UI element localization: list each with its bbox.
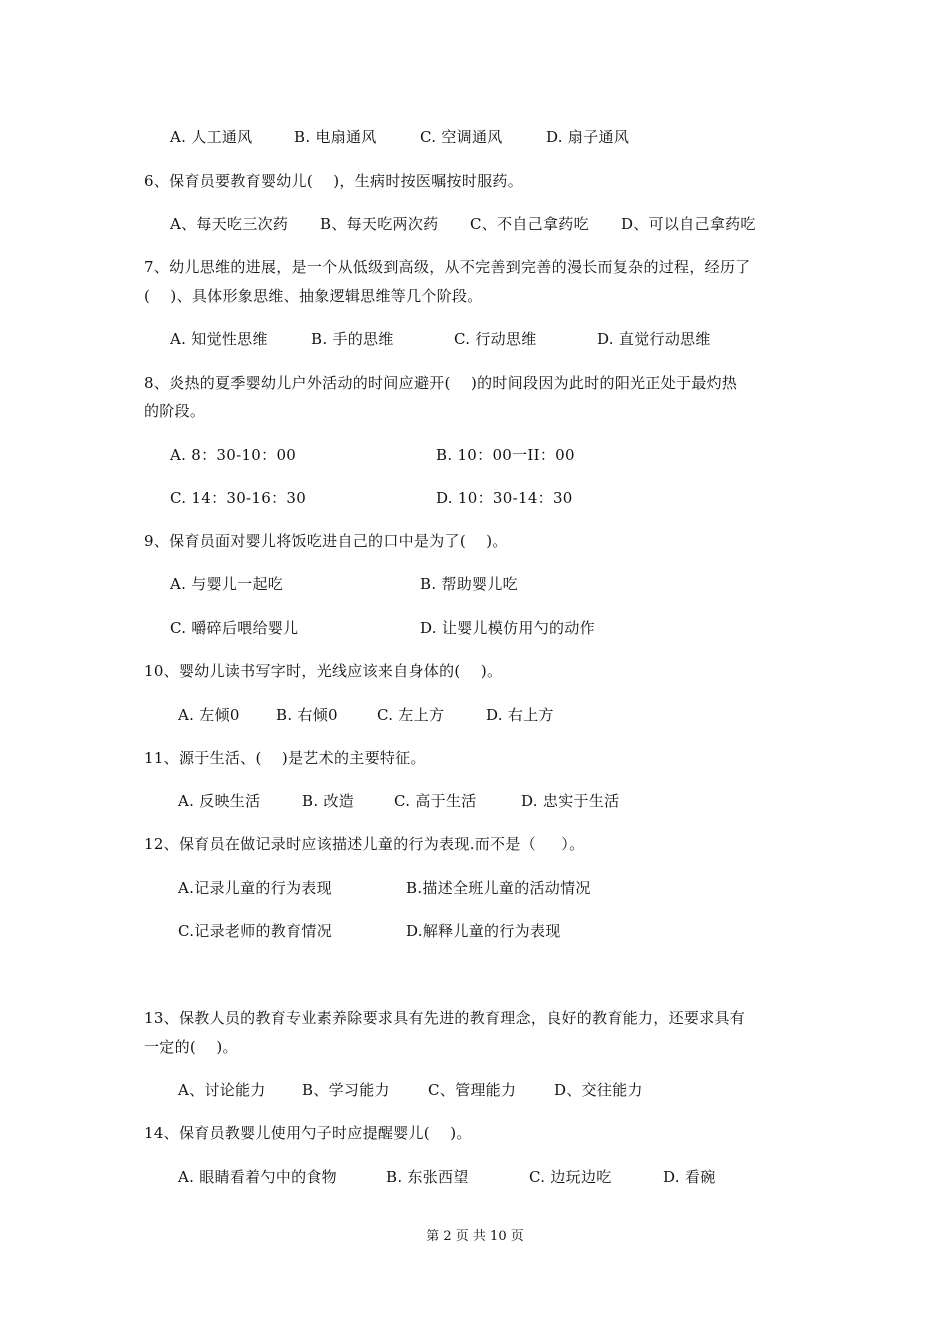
q13-option-c: C、管理能力	[428, 1081, 517, 1099]
q14-stem: 14、保育员教婴儿使用勺子时应提醒婴儿( )。	[144, 1124, 472, 1142]
q8-options-row1	[170, 445, 810, 465]
q6-option-d: D、可以自己拿药吃	[621, 215, 756, 233]
q9-options-row2	[170, 618, 810, 638]
q11-option-c: C. 高于生活	[394, 792, 477, 810]
q14-options	[178, 1167, 818, 1187]
q12-option-a: A.记录儿童的行为表现	[178, 879, 332, 897]
q9-options-row1	[170, 574, 810, 594]
q9-option-a: A. 与婴儿一起吃	[170, 575, 284, 593]
q11-option-b: B. 改造	[302, 792, 355, 810]
q14-option-b: B. 东张西望	[386, 1168, 469, 1186]
q8-option-d: D. 10：30-14：30	[436, 489, 573, 507]
page-number-footer: 第 2 页 共 10 页	[426, 1229, 524, 1244]
q8-stem-line2: 的阶段。	[144, 402, 206, 420]
q13-option-b: B、学习能力	[302, 1081, 390, 1099]
q7-options	[170, 329, 810, 349]
q7-stem-line1: 7、幼儿思维的进展，是一个从低级到高级，从不完善到完善的漫长而复杂的过程，经历了	[144, 258, 751, 276]
q5-options	[170, 127, 810, 147]
q6-stem: 6、保育员要教育婴幼儿( )，生病时按医嘱按时服药。	[144, 172, 524, 190]
q10-option-d: D. 右上方	[486, 706, 554, 724]
q8-option-c: C. 14：30-16：30	[170, 489, 307, 507]
q12-option-b: B.描述全班儿童的活动情况	[406, 879, 591, 897]
q6-option-b: B、每天吃两次药	[320, 215, 439, 233]
q10-options	[178, 705, 818, 725]
q10-option-c: C. 左上方	[377, 706, 445, 724]
q8-option-b: B. 10：00一II：00	[436, 446, 575, 464]
q6-option-c: C、不自己拿药吃	[470, 215, 589, 233]
q12-option-d: D.解释儿童的行为表现	[406, 922, 561, 940]
q7-option-b: B. 手的思维	[311, 330, 394, 348]
q12-stem: 12、保育员在做记录时应该描述儿童的行为表现.而不是（ ）。	[144, 835, 585, 853]
q7-option-a: A. 知觉性思维	[170, 330, 268, 348]
q13-option-d: D、交往能力	[554, 1081, 643, 1099]
q11-options	[178, 791, 818, 811]
q13-stem-line2: 一定的( )。	[144, 1038, 238, 1056]
q9-option-b: B. 帮助婴儿吃	[420, 575, 518, 593]
q12-options-row1	[178, 878, 818, 898]
q9-option-c: C. 嚼碎后喂给婴儿	[170, 619, 299, 637]
q6-options	[170, 214, 810, 234]
q12-options-row2	[178, 921, 818, 941]
q8-option-a: A. 8：30-10：00	[170, 446, 297, 464]
q10-option-b: B. 右倾0	[276, 706, 338, 724]
q13-option-a: A、讨论能力	[178, 1081, 266, 1099]
q10-stem: 10、婴幼儿读书写字时，光线应该来自身体的( )。	[144, 662, 503, 680]
q5-option-a: A. 人工通风	[170, 128, 253, 146]
q13-stem-line1: 13、保教人员的教育专业素养除要求具有先进的教育理念，良好的教育能力，还要求具有	[144, 1009, 746, 1027]
q9-option-d: D. 让婴儿模仿用勺的动作	[420, 619, 595, 637]
q10-option-a: A. 左倾0	[178, 706, 240, 724]
q8-options-row2	[170, 488, 810, 508]
q5-option-b: B. 电扇通风	[294, 128, 377, 146]
q11-option-d: D. 忠实于生活	[521, 792, 620, 810]
q7-option-c: C. 行动思维	[454, 330, 537, 348]
q14-option-c: C. 边玩边吃	[529, 1168, 612, 1186]
q6-option-a: A、每天吃三次药	[170, 215, 289, 233]
q7-option-d: D. 直觉行动思维	[597, 330, 711, 348]
q5-option-d: D. 扇子通风	[546, 128, 630, 146]
q11-option-a: A. 反映生活	[178, 792, 261, 810]
q8-stem-line1: 8、炎热的夏季婴幼儿户外活动的时间应避开( )的时间段因为此时的阳光正处于最灼热	[144, 374, 738, 392]
q11-stem: 11、源于生活、( )是艺术的主要特征。	[144, 749, 426, 767]
q14-option-d: D. 看碗	[663, 1168, 716, 1186]
q13-options	[178, 1080, 818, 1100]
q12-option-c: C.记录老师的教育情况	[178, 922, 333, 940]
q14-option-a: A. 眼睛看着勺中的食物	[178, 1168, 337, 1186]
q5-option-c: C. 空调通风	[420, 128, 503, 146]
q9-stem: 9、保育员面对婴儿将饭吃进自己的口中是为了( )。	[144, 532, 508, 550]
q7-stem-line2: ( )、具体形象思维、抽象逻辑思维等几个阶段。	[144, 287, 483, 305]
